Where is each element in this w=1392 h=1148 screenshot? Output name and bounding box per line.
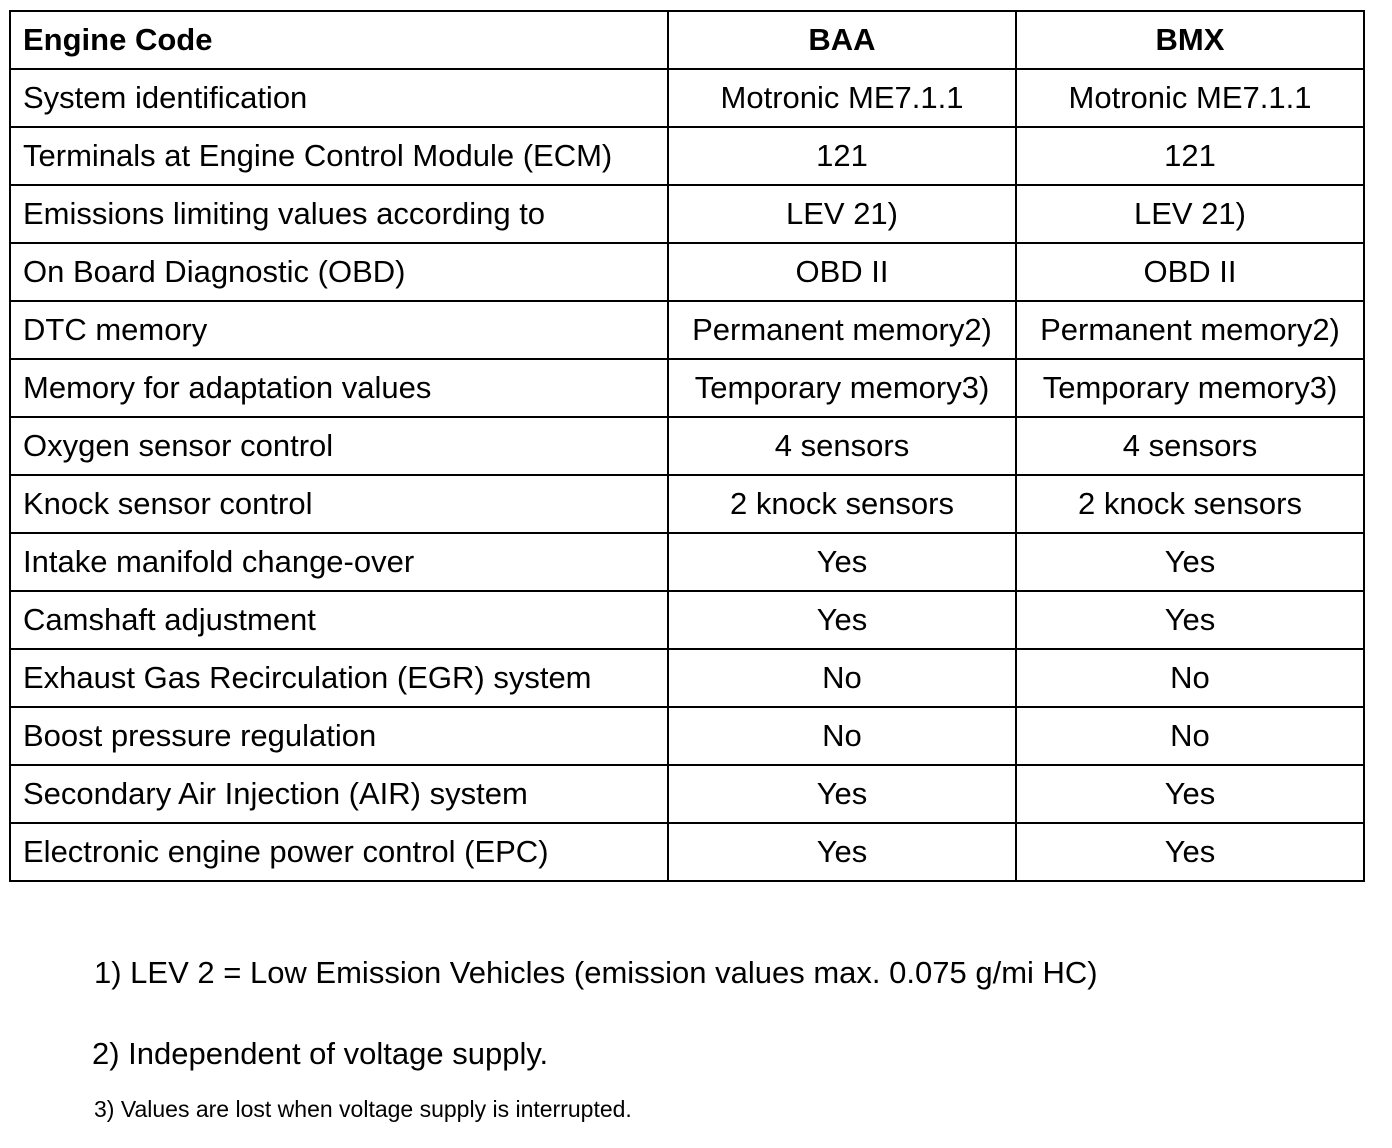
header-engine-code: Engine Code bbox=[10, 11, 668, 69]
engine-spec-table bbox=[9, 10, 1365, 882]
bmx-value: 121 bbox=[1016, 127, 1364, 185]
row-label: Memory for adaptation values bbox=[10, 359, 668, 417]
table-row bbox=[10, 185, 1364, 243]
table-row bbox=[10, 591, 1364, 649]
bmx-value: Motronic ME7.1.1 bbox=[1016, 69, 1364, 127]
baa-value: Permanent memory2) bbox=[668, 301, 1016, 359]
row-label: Terminals at Engine Control Module (ECM) bbox=[10, 127, 668, 185]
row-label: Exhaust Gas Recirculation (EGR) system bbox=[10, 649, 668, 707]
footnote-lev2: 1) LEV 2 = Low Emission Vehicles (emission values max. 0.075 g/mi HC) bbox=[94, 955, 1098, 990]
row-label: Boost pressure regulation bbox=[10, 707, 668, 765]
bmx-value: Yes bbox=[1016, 591, 1364, 649]
baa-value: 121 bbox=[668, 127, 1016, 185]
baa-value: 2 knock sensors bbox=[668, 475, 1016, 533]
bmx-value: Yes bbox=[1016, 823, 1364, 881]
table-row bbox=[10, 69, 1364, 127]
table-row bbox=[10, 533, 1364, 591]
row-label: Knock sensor control bbox=[10, 475, 668, 533]
table-row bbox=[10, 823, 1364, 881]
baa-value: Yes bbox=[668, 823, 1016, 881]
row-label: Emissions limiting values according to bbox=[10, 185, 668, 243]
table-row bbox=[10, 649, 1364, 707]
table-row bbox=[10, 243, 1364, 301]
baa-value: Yes bbox=[668, 765, 1016, 823]
header-bmx: BMX bbox=[1016, 11, 1364, 69]
table-row bbox=[10, 475, 1364, 533]
row-label: Electronic engine power control (EPC) bbox=[10, 823, 668, 881]
baa-value: Temporary memory3) bbox=[668, 359, 1016, 417]
bmx-value: OBD II bbox=[1016, 243, 1364, 301]
table-row bbox=[10, 127, 1364, 185]
bmx-value: LEV 21) bbox=[1016, 185, 1364, 243]
table-row bbox=[10, 359, 1364, 417]
baa-value: LEV 21) bbox=[668, 185, 1016, 243]
table-header-row bbox=[10, 11, 1364, 69]
footnote-values-lost: 3) Values are lost when voltage supply is interrupted. bbox=[94, 1096, 632, 1122]
bmx-value: Yes bbox=[1016, 765, 1364, 823]
baa-value: Yes bbox=[668, 533, 1016, 591]
row-label: DTC memory bbox=[10, 301, 668, 359]
row-label: Camshaft adjustment bbox=[10, 591, 668, 649]
table-row bbox=[10, 301, 1364, 359]
table-row bbox=[10, 765, 1364, 823]
baa-value: Motronic ME7.1.1 bbox=[668, 69, 1016, 127]
bmx-value: No bbox=[1016, 707, 1364, 765]
baa-value: 4 sensors bbox=[668, 417, 1016, 475]
row-label: Oxygen sensor control bbox=[10, 417, 668, 475]
row-label: Secondary Air Injection (AIR) system bbox=[10, 765, 668, 823]
bmx-value: Temporary memory3) bbox=[1016, 359, 1364, 417]
baa-value: OBD II bbox=[668, 243, 1016, 301]
bmx-value: Yes bbox=[1016, 533, 1364, 591]
row-label: On Board Diagnostic (OBD) bbox=[10, 243, 668, 301]
bmx-value: No bbox=[1016, 649, 1364, 707]
table-row bbox=[10, 417, 1364, 475]
baa-value: Yes bbox=[668, 591, 1016, 649]
footnote-voltage-independent: 2) Independent of voltage supply. bbox=[92, 1036, 549, 1071]
bmx-value: Permanent memory2) bbox=[1016, 301, 1364, 359]
table-row bbox=[10, 707, 1364, 765]
bmx-value: 4 sensors bbox=[1016, 417, 1364, 475]
row-label: Intake manifold change-over bbox=[10, 533, 668, 591]
row-label: System identification bbox=[10, 69, 668, 127]
baa-value: No bbox=[668, 707, 1016, 765]
header-baa: BAA bbox=[668, 11, 1016, 69]
bmx-value: 2 knock sensors bbox=[1016, 475, 1364, 533]
baa-value: No bbox=[668, 649, 1016, 707]
